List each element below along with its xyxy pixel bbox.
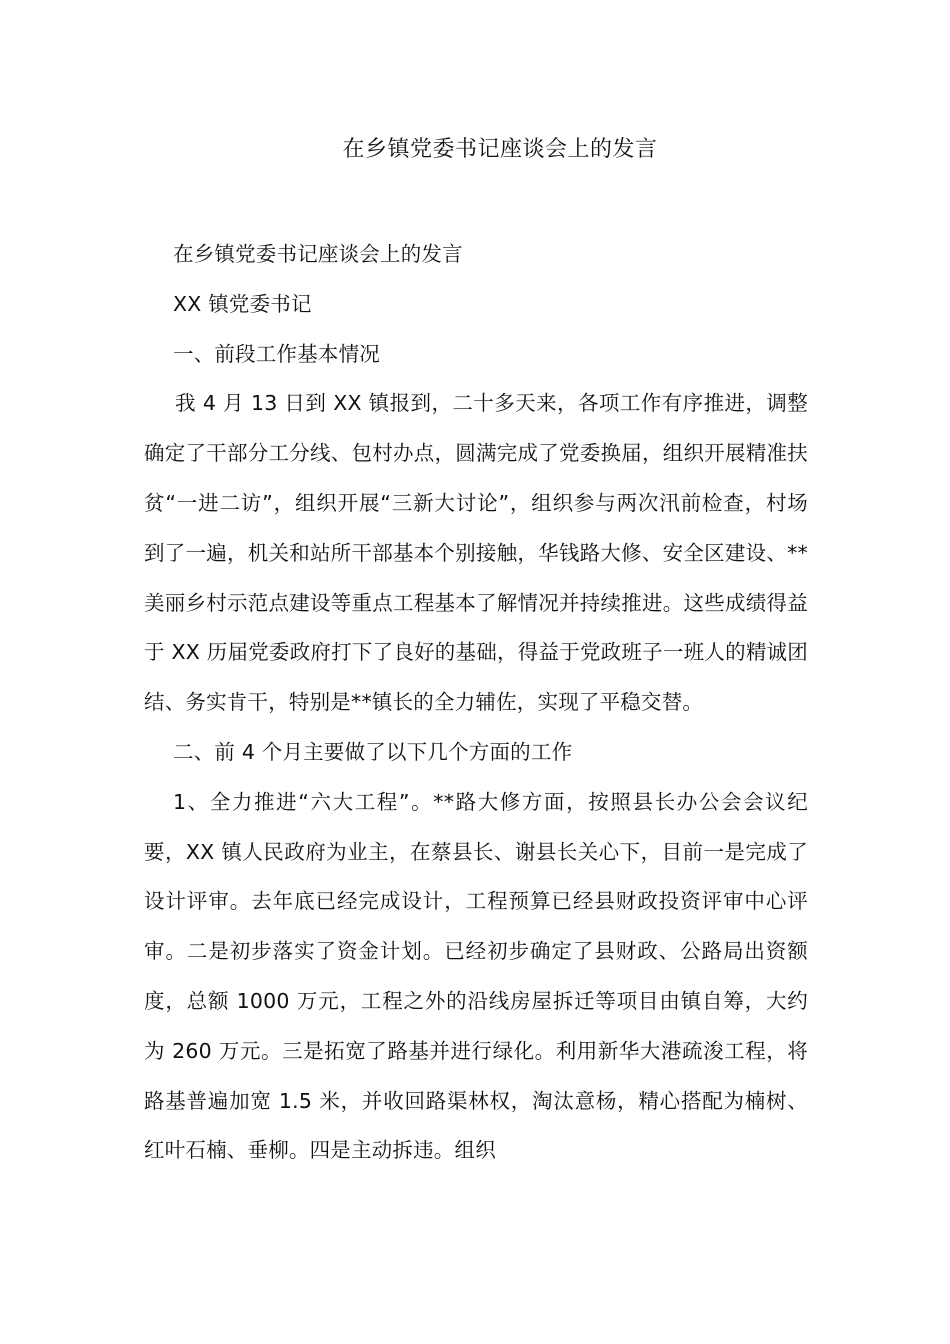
paragraph-six-projects: 1、全力推进“六大工程”。**路大修方面，按照县长办公会会议纪要，XX 镇人民政府为业主，在蔡县长、谢县长关心下，目前一是完成了设计评审。去年底已经完成设计，工程预算已经县财政投资评审中心评审。二是初步落实了资金计划。已经初步确定了县财政、公路局出资额度，总额 1000 万元，工程之外的沿线房屋拆迁等项目由镇自筹，大约为 260 万元。三是拓宽了路基并进行绿化。利用新华大港疏浚工程，将路基普遍加宽 1.5 米，并收回路渠林权，淘汰意杨，精心搭配为楠树、红叶石楠、垂柳。四是主动拆违。组织 <box>144 789 808 1163</box>
section-heading-2: 二、前 4 个月主要做了以下几个方面的工作 <box>173 739 573 764</box>
section-heading-1: 一、前段工作基本情况 <box>173 341 380 366</box>
paragraph-subtitle: 在乡镇党委书记座谈会上的发言 <box>173 242 463 266</box>
paragraph-work-overview: 我 4 月 13 日到 XX 镇报到，二十多天来，各项工作有序推进，调整确定了干部分工分线、包村办点，圆满完成了党委换届，组织开展精准扶贫“一进二访”，组织开展“三新大讨论”，组织参与两次汛前检查，村场到了一遍，机关和站所干部基本个别接触，华钱路大修、安全区建设、**美丽乡村示范点建设等重点工程基本了解情况并持续推进。这些成绩得益于 XX 历届党委政府打下了良好的基础，得益于党政班子一班人的精诚团结、务实肯干，特别是**镇长的全力辅佐，实现了平稳交替。 <box>144 391 808 715</box>
paragraph-author: XX 镇党委书记 <box>173 291 312 316</box>
document-title: 在乡镇党委书记座谈会上的发言 <box>342 137 658 162</box>
document-body <box>144 230 808 1176</box>
